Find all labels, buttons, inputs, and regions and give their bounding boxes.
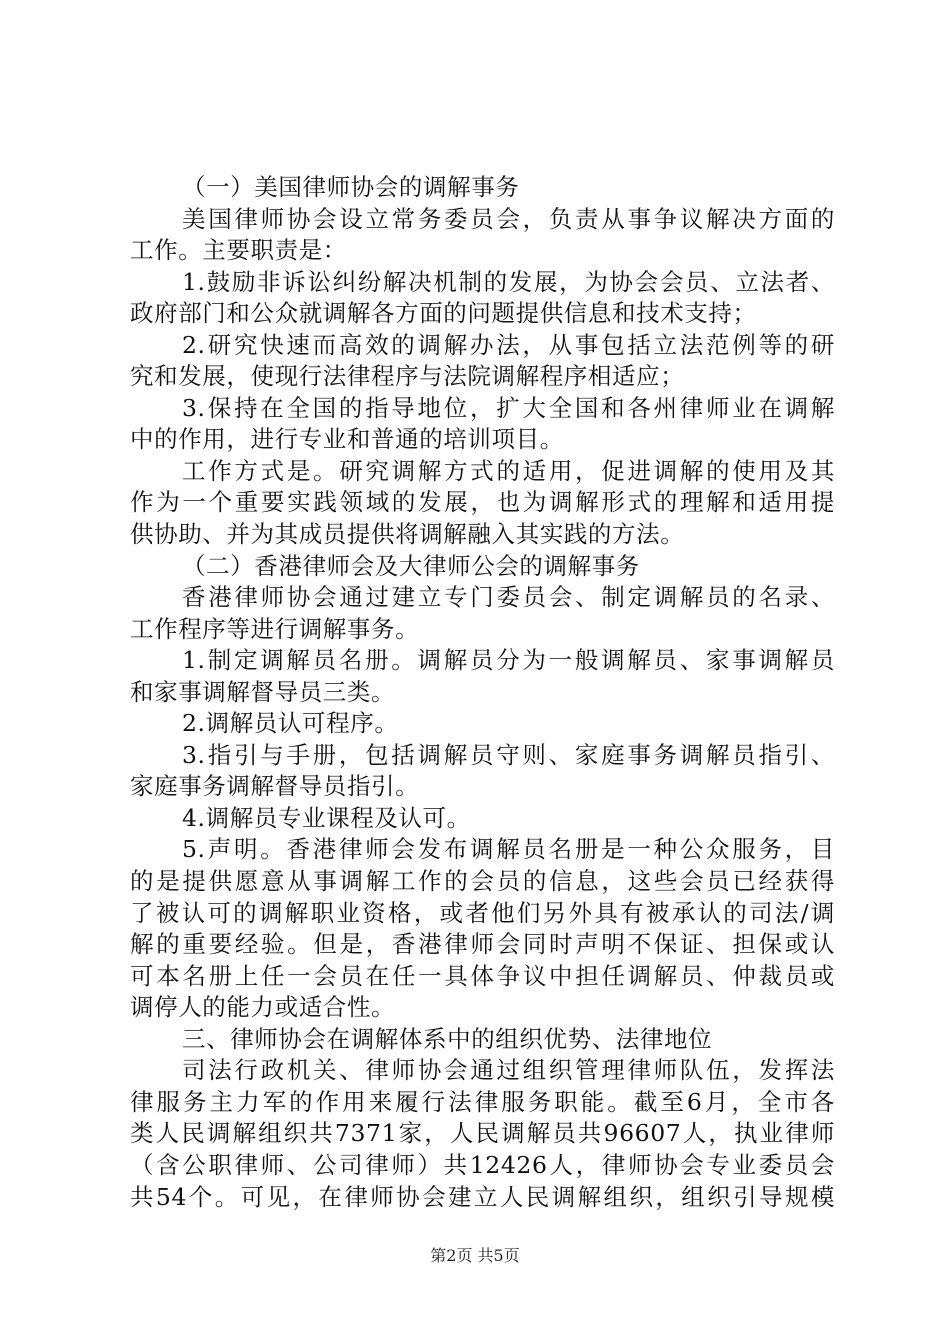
list-item-line: 可本名册上任一会员在任一具体争议中担任调解员、仲裁员或 <box>130 961 835 990</box>
paragraph-line: 工作程序等进行调解事务。 <box>130 614 420 643</box>
list-item-line: 和家事调解督导员三类。 <box>130 677 396 706</box>
list-item-line: 政府部门和公众就调解各方面的问题提供信息和技术支持； <box>130 299 757 328</box>
paragraph-line: （含公职律师、公司律师）共12426人，律师协会专业委员会 <box>130 1150 835 1179</box>
paragraph-line: 律服务主力军的作用来履行法律服务职能。截至6月，全市各 <box>130 1087 835 1116</box>
list-item-line: 究和发展，使现行法律程序与法院调解程序相适应； <box>130 362 685 391</box>
list-item-line: 中的作用，进行专业和普通的培训项目。 <box>130 425 564 454</box>
section-heading-aba: （一）美国律师协会的调解事务 <box>182 173 520 201</box>
paragraph-line: 作为一个重要实践领域的发展，也为调解形式的理解和适用提 <box>130 488 835 517</box>
list-item-line: 调停人的能力或适合性。 <box>130 993 396 1022</box>
list-item-line: 2.研究快速而高效的调解办法，从事包括立法范例等的研 <box>182 330 835 359</box>
paragraph-line: 供协助、并为其成员提供将调解融入其实践的方法。 <box>130 520 685 549</box>
page-number-footer: 第2页 共5页 <box>430 1246 520 1265</box>
paragraph-line: 美国律师协会设立常务委员会，负责从事争议解决方面的 <box>182 204 835 233</box>
list-item-line: 4.调解员专业课程及认可。 <box>182 803 471 832</box>
paragraph-line: 司法行政机关、律师协会通过组织管理律师队伍，发挥法 <box>182 1056 835 1085</box>
list-item-line: 5.声明。香港律师会发布调解员名册是一种公众服务，目 <box>182 835 835 864</box>
list-item-line: 家庭事务调解督导员指引。 <box>130 772 420 801</box>
section-heading-three: 三、律师协会在调解体系中的组织优势、法律地位 <box>182 1024 713 1053</box>
document-body <box>130 172 835 1213</box>
paragraph-line: 工作。主要职责是： <box>130 236 347 265</box>
list-item-line: 3.指引与手册，包括调解员守则、家庭事务调解员指引、 <box>182 740 835 769</box>
list-item-line: 了被认可的调解职业资格，或者他们另外具有被承认的司法/调 <box>130 898 835 927</box>
paragraph-line: 共54个。可见，在律师协会建立人民调解组织，组织引导规模 <box>130 1182 835 1211</box>
list-item-line: 1.鼓励非诉讼纠纷解决机制的发展，为协会会员、立法者、 <box>182 267 835 296</box>
list-item-line: 的是提供愿意从事调解工作的会员的信息，这些会员已经获得 <box>130 867 835 896</box>
paragraph-line: 类人民调解组织共7371家，人民调解员共96607人，执业律师 <box>130 1119 835 1148</box>
list-item-line: 2.调解员认可程序。 <box>182 709 399 738</box>
list-item-line: 1.制定调解员名册。调解员分为一般调解员、家事调解员 <box>182 646 835 675</box>
list-item-line: 解的重要经验。但是，香港律师会同时声明不保证、担保或认 <box>130 930 835 959</box>
paragraph-line: 工作方式是。研究调解方式的适用，促进调解的使用及其 <box>182 456 835 485</box>
section-heading-hk: （二）香港律师会及大律师公会的调解事务 <box>182 551 640 580</box>
paragraph-line: 香港律师协会通过建立专门委员会、制定调解员的名录、 <box>182 583 835 612</box>
list-item-line: 3.保持在全国的指导地位，扩大全国和各州律师业在调解 <box>182 393 835 422</box>
